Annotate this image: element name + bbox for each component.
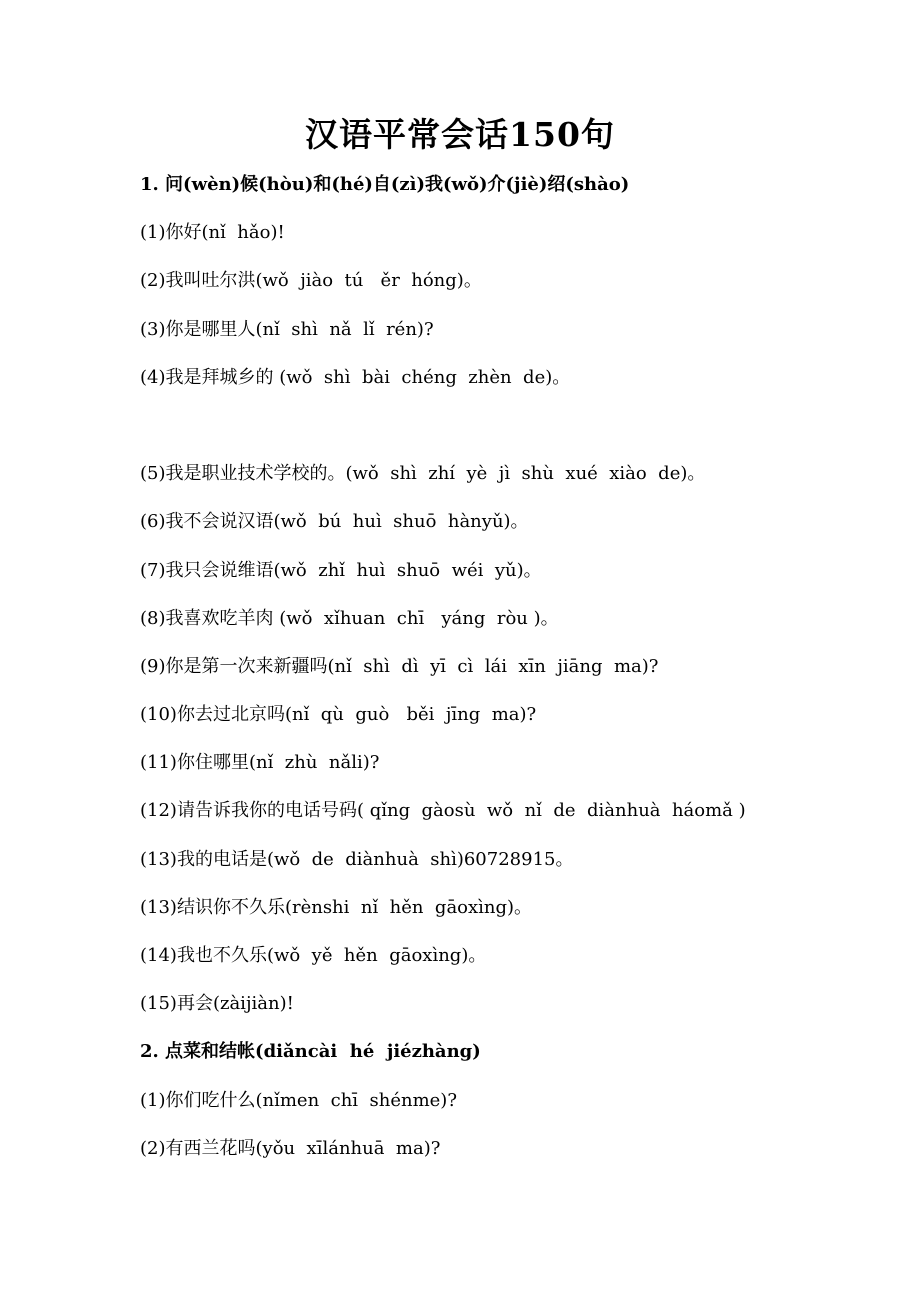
phrase-line: (2)我叫吐尔洪(wǒ jiào tú ěr hóng)。 bbox=[140, 270, 482, 292]
phrase-line: (14)我也不久乐(wǒ yě hěn gāoxìng)。 bbox=[140, 945, 487, 966]
section-heading: 1. 问(wèn)候(hòu)和(hé)自(zì)我(wǒ)介(jiè)绍(shào) bbox=[140, 174, 630, 195]
phrase-line: (1)你们吃什么(nǐmen chī shénme)? bbox=[140, 1089, 457, 1111]
phrase-line: (5)我是职业技术学校的。(wǒ shì zhí yè jì shù xué xiào de)。 bbox=[140, 463, 706, 485]
phrase-line: (13)我的电话是(wǒ de diànhuà shì)60728915。 bbox=[140, 848, 574, 870]
phrase-line: (10)你去过北京吗(nǐ qù guò běi jīng ma)? bbox=[140, 704, 537, 726]
document-body bbox=[140, 161, 840, 1173]
phrase-line: (6)我不会说汉语(wǒ bú huì shuō hànyǔ)。 bbox=[140, 511, 529, 533]
phrase-line: (12)请告诉我你的电话号码( qǐng gàosù wǒ nǐ de diànhuà háomǎ ) bbox=[140, 800, 746, 822]
phrase-line: (13)结识你不久乐(rènshi nǐ hěn gāoxìng)。 bbox=[140, 896, 533, 918]
phrase-line: (8)我喜欢吃羊肉 (wǒ xǐhuan chī yáng ròu )。 bbox=[140, 607, 559, 629]
section-heading: 2. 点菜和结帐(diǎncài hé jiézhàng) bbox=[140, 1041, 481, 1063]
phrase-line: (3)你是哪里人(nǐ shì nǎ lǐ rén)? bbox=[140, 318, 434, 340]
phrase-line: (4)我是拜城乡的 (wǒ shì bài chéng zhèn de)。 bbox=[140, 366, 571, 388]
phrase-line: (1)你好(nǐ hǎo)! bbox=[140, 222, 285, 244]
phrase-line: (9)你是第一次来新疆吗(nǐ shì dì yī cì lái xīn jiāng ma)? bbox=[140, 655, 659, 677]
blank-line bbox=[140, 402, 840, 450]
phrase-line: (15)再会(zàijiàn)! bbox=[140, 993, 294, 1015]
phrase-line: (11)你住哪里(nǐ zhù nǎli)? bbox=[140, 752, 380, 774]
phrase-line: (7)我只会说维语(wǒ zhǐ huì shuō wéi yǔ)。 bbox=[140, 559, 542, 581]
document-title: 汉语平常会话150句 bbox=[305, 115, 615, 154]
phrase-line: (2)有西兰花吗(yǒu xīlánhuā ma)? bbox=[140, 1137, 441, 1159]
